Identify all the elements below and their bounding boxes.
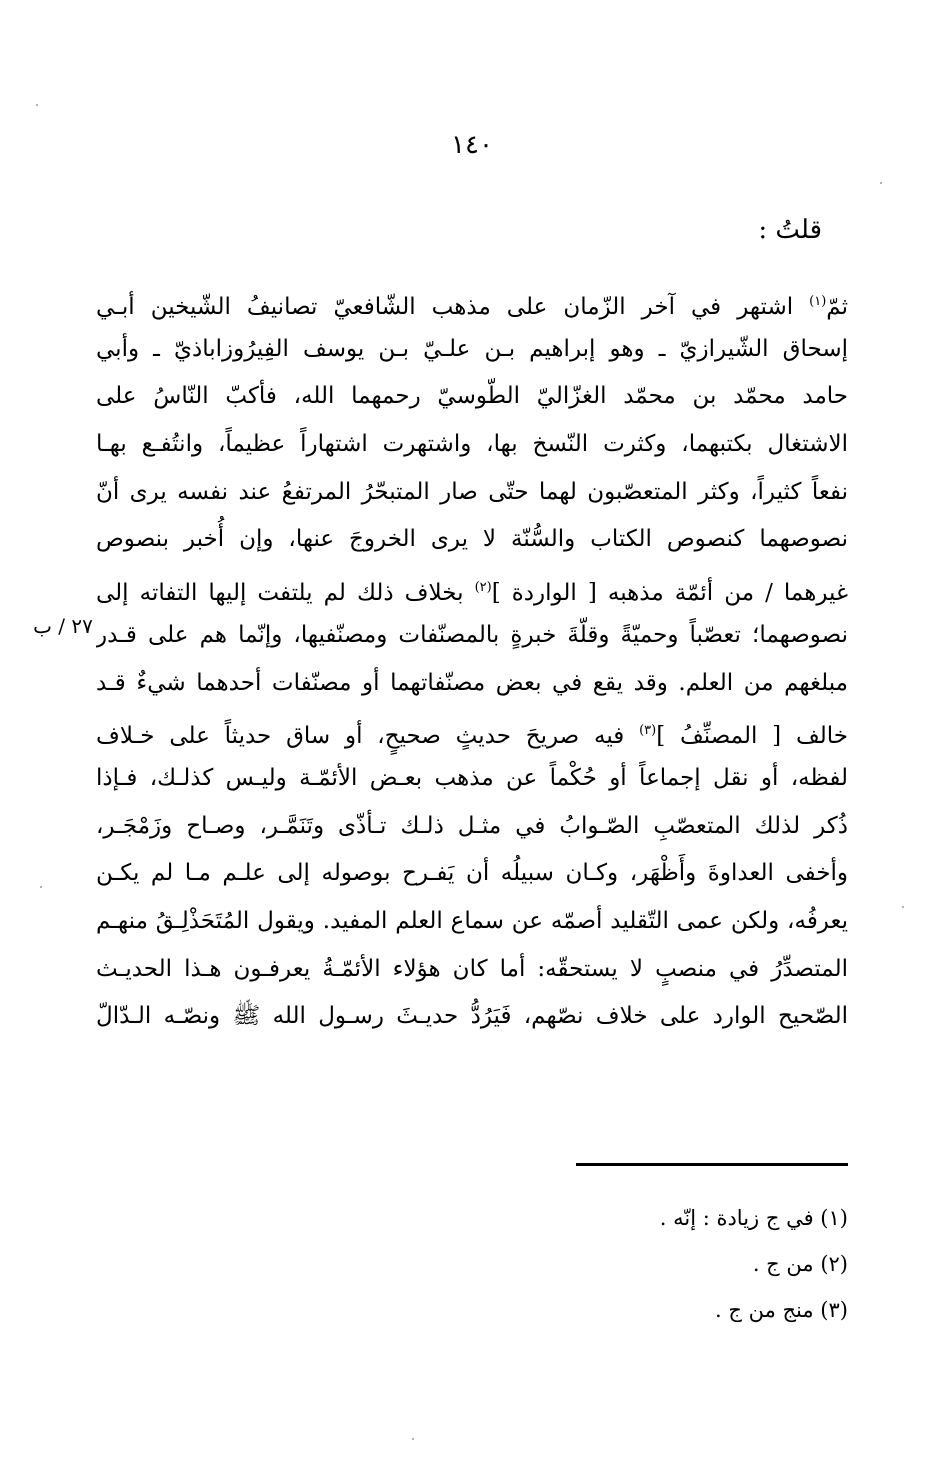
text-line: نصوصهما؛ تعصّباً وحميّةً وقلّةَ خبرةٍ بالمصنّفات ومصنّفيها، وإنّما هم على قـدر xyxy=(96,621,848,648)
footnotes xyxy=(348,1195,848,1333)
footnote-1: (١) في ج زيادة : إنّه . xyxy=(659,1206,848,1230)
scan-speck xyxy=(902,906,904,908)
text-line: نصوصهما كنصوص الكتاب والسُّنّة لا يرى الخروجَ عنها، وإن أُخبر بنصوص xyxy=(96,526,848,553)
manuscript-folio-marker: ٢٧ / ب xyxy=(33,614,93,638)
footnote-2: (٢) من ج . xyxy=(752,1252,848,1276)
text-line: الصّحيح الوارد على خلاف نصّهم، فَيَرُدُّ حديـثَ رسـول الله ﷺ ونصّـه الـدّالّ xyxy=(96,1003,848,1030)
page-number: ١٤٠ xyxy=(451,130,493,160)
text-line: يعرفُه، ولكن عمى التّقليد أصمّه عن سماع العلم المفيد. ويقول المُتَحَذْلِـقُ منهـم xyxy=(96,907,848,934)
text-line: حامد محمّد بن محمّد الغزّاليّ الطّوسيّ رحمهما الله، فأكبّ النّاسُ على xyxy=(96,383,848,410)
text-line: خالف [ المصنِّفُ ]$^{(٣)}$ فيه صريحَ حديثٍ صحيحٍ، أو ساق حديثاً على خـلاف xyxy=(96,723,848,750)
text-line: وأخفى العداوةَ وأَظْهَر، وكـان سبيلُه أن يَفـرح بوصوله إلى علـم مـا لم يكـن xyxy=(96,860,848,887)
text-line: نفعاً كثيراً، وكثر المتعصّبون لهما حتّى صار المتبحّرُ المرتفعُ عند نفسه يرى أنّ xyxy=(96,478,848,505)
text-line: ثمّ$^{(١)}$ اشتهر في آخر الزّمان على مذهب الشّافعيّ تصانيفُ الشّيخين أبـي xyxy=(96,294,848,320)
text-line: لفظه، أو نقل إجماعاً أو حُكْماً عن مذهب بعـض الأئمّـة وليـس كذلـك، فـإذا xyxy=(96,764,848,791)
footnote-3: (٣) منج من ج . xyxy=(715,1298,848,1322)
footnote-divider xyxy=(576,1163,848,1166)
footnote-ref-2: (٢) xyxy=(474,580,492,596)
scan-speck xyxy=(36,104,38,106)
scan-speck xyxy=(880,182,882,184)
footnote-ref-1: (١) xyxy=(809,294,827,309)
text-line: ذُكر لذلك المتعصّبِ الصّـوابُ في مثـل ذلـك تـأذّى وتَنَمَّـر، وصـاح وزَمْجَـر، xyxy=(96,812,848,839)
scan-speck xyxy=(40,886,42,888)
text-line: مبلغهم من العلم. وقد يقع في بعض مصنّفاتهما أو مصنّفات أحدهما شيءٌ قـد xyxy=(96,669,848,696)
text-line: غيرهما / من أئمّة مذهبه [ الواردة ]$^{(٢)}$ بخلاف ذلك لم يلتفت إليها التفاته إلى xyxy=(96,580,848,607)
footnote-ref-3: (٣) xyxy=(639,723,657,739)
text-line: الاشتغال بكتبهما، وكثرت النّسخ بها، واشتهرت اشتهاراً عظيماً، وانتُفـع بهـا xyxy=(96,431,848,458)
text-line: المتصدِّرُ في منصبٍ لا يستحقّه: أما كان هؤلاء الأئمّـةُ يعرفـون هـذا الحديـث xyxy=(96,955,848,982)
scan-speck xyxy=(412,1438,414,1440)
section-heading: قلتُ : xyxy=(758,215,822,245)
body-text xyxy=(96,278,848,1041)
text-line: إسحاق الشّيرازيّ ـ وهو إبراهيم بـن علـيّ بـن يوسف الفِيرُوزاباذيّ ـ وأبي xyxy=(96,335,848,362)
